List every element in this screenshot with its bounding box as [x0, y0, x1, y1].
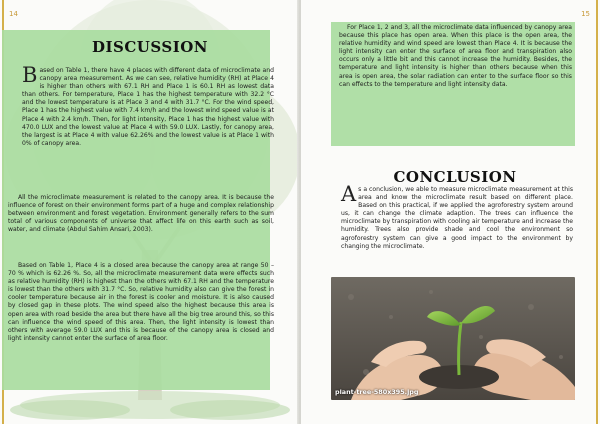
- right-accent-bar: [596, 0, 598, 424]
- drop-cap: A: [341, 182, 357, 206]
- discussion-paragraph-3: Based on Table 1, Place 4 is a closed area because the canopy area at range 50 – 70 % which is 62.26 %. So, all the microclimate measurement data were effects such as relative humidity (RH) is highest than the others with 67.1 RH and the temperature is lowest than the others with 31.7 °C. So, relative humidity also can give the forest in cooler temperature because air in the forest is cooler and moisture. It is also caused by closed gap in these plots. The wind speed also the highest because this area is open area with road beside the area but there have all the big tree around this, so this can influence the wind speed of this area. Then, the light intensity is lowest than others with average 59.0 LUX and this is because of the canopy area is closed and light intensity cannot enter the surface of area floor.: [8, 262, 274, 342]
- photo-caption: plant-tree-580x395.jpg: [335, 388, 419, 396]
- page-number: 14: [9, 10, 18, 18]
- discussion-paragraph-1: [22, 63, 274, 148]
- conclusion-heading: CONCLUSION: [393, 168, 517, 186]
- page-number: 15: [581, 10, 590, 18]
- right-page: [301, 0, 600, 424]
- plant-tree-photo: [331, 277, 575, 400]
- discussion-paragraph-2: All the microclimate measurement is related to the canopy area. It is because the influence of forest on their environment forms part of a huge and complex relationship between environment and forest vegetation. Environment generally refers to the sum total of various components of universe that affect life on this earth such as soil, water, and climate (Abdul Sahim Ansari, 2003).: [8, 194, 274, 234]
- discussion-continued-paragraph: For Place 1, 2 and 3, all the microclimate data influenced by canopy area because this place has open area. When this place is the open area, the relative humidity and wind speed are lowest than Place 4. It is because the light intensity can enter the surface of area floor and transpiration also occurs only a little bit and this cannot increase the humidity. Besides, the temperature and light intensity is higher than others because when this area is open area, the solar radiation can enter to the surface floor so this can effects to the temperature and light intensity data.: [339, 24, 572, 88]
- left-page: [0, 0, 299, 424]
- discussion-paragraph-1-body: ased on Table 1, there have 4 places with different data of microclimate and canopy area measurement. As we can see, relative humidity (RH) at Place 4 is higher than others with 67.1 RH and Place 1 is 60.1 RH as lowest data than others. For temperature, Place 1 has the highest temperature with 32.2 °C and the lowest temperature is at Place 3 and 4 with 31.7 °C. For the wind speed, Place 1 has the highest value with 7.4 km/h and the lowest wind speed value is at Place 4 with 2.4 km/h. Then, for light intensity, Place 1 has the highest value with 470.0 LUX and the lowest value at Place 4 with 59.0 LUX. Lastly, for canopy area, the largest is at Place 4 with value 62.26% and the lowest value is at Place 1 with 0% of canopy area.: [22, 67, 274, 147]
- drop-cap: B: [22, 63, 38, 87]
- conclusion-paragraph: [341, 182, 573, 251]
- conclusion-paragraph-body: s a conclusion, we able to measure microclimate measurement at this area and know the microclimate result based on different place. Based on this practical, if we applied the agroforestry system around us, it can change the climate adaption. The trees can influence the microclimate by transpiration with cooling air temperature and increase the humidity. Trees also provide shade and cool the environment so agroforestry system can give a good impact to the environment by changing the microclimate.: [341, 186, 573, 250]
- discussion-heading: DISCUSSION: [91, 38, 208, 56]
- hands-planting-seedling-image: [331, 277, 575, 400]
